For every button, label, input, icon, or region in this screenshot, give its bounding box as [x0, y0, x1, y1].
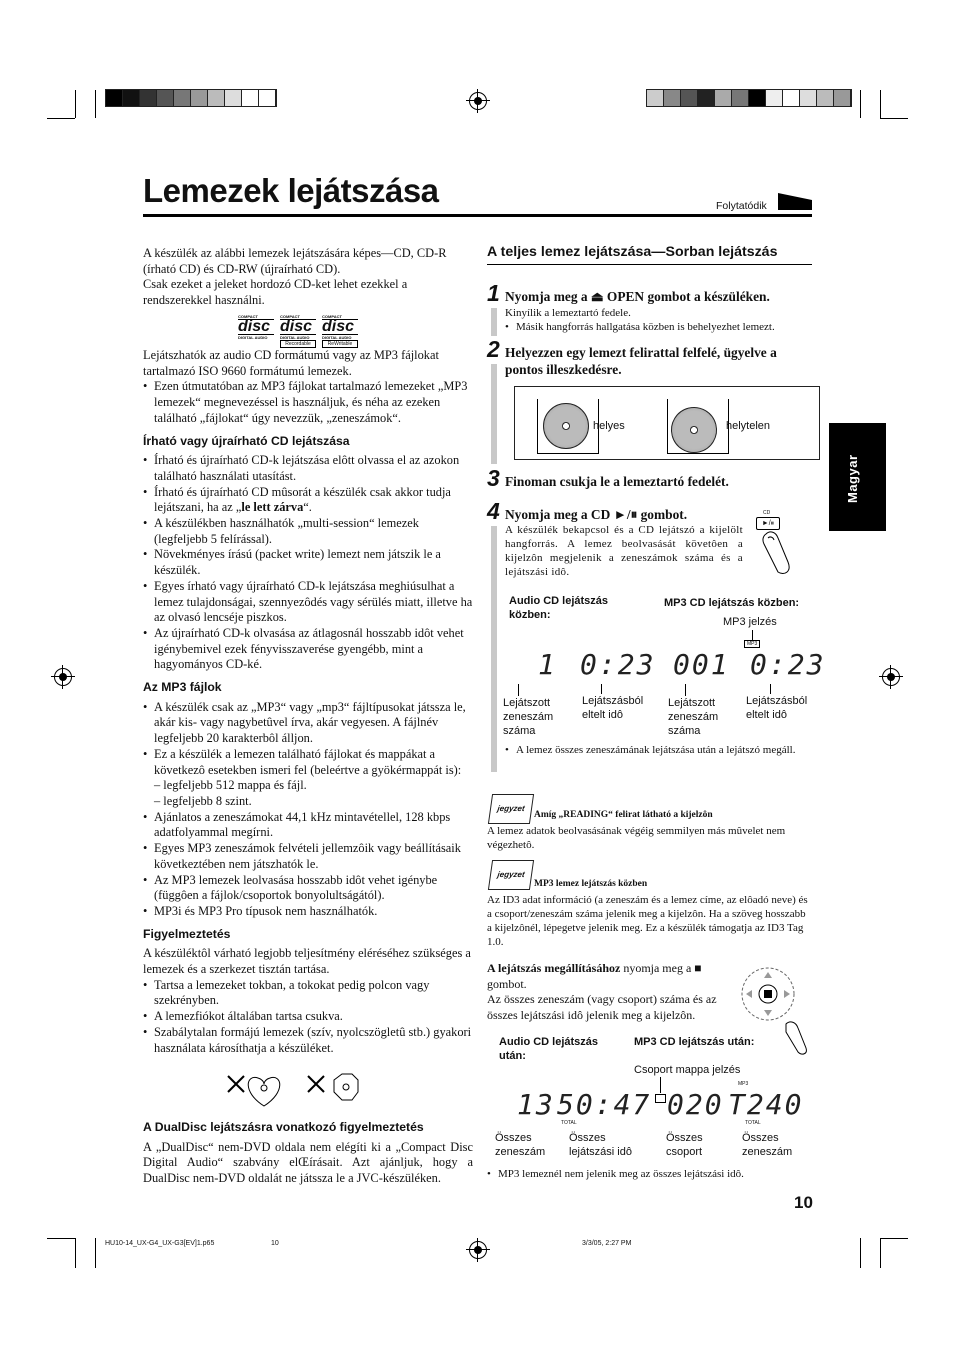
dualdisc-section [143, 1113, 473, 1187]
caption-track-number: Lejátszott zeneszám száma [503, 697, 554, 737]
footer-page: 10 [271, 1240, 279, 1247]
cd-play-pause-button: ►/⏸ [756, 517, 780, 530]
list-item: • Írható és újraírható CD-k lejátszása elôtt olvassa el az azokon található használati utasítást. [143, 453, 473, 484]
step-bar [491, 364, 497, 464]
heart-disc-icon [248, 1077, 280, 1106]
list-item: • Az újraírható CD-k olvasása az átlagosnál hosszabb idôt vehet igénybemivel ezek fényvisszaverése gyengébb, mint a hagyományos CD-ké. [143, 626, 473, 673]
crop-mark [860, 1238, 861, 1268]
list-item: • MP3i és MP3 Pro típusok nem használhatók. [143, 904, 473, 920]
language-tab [829, 423, 886, 531]
step-number: 2 [487, 336, 500, 362]
caption-track-number: Lejátszott zeneszám száma [668, 697, 719, 737]
list-item: • Tartsa a lemezeket tokban, a tokokat pedig polcon vagy szekrényben. [143, 978, 473, 1009]
lcd-mp3-track: 001 [673, 648, 730, 681]
continued-label: Folytatódik [716, 200, 767, 212]
footer-file: HU10-14_UX-G4_UX-G3[EV]1.p65 [105, 1240, 215, 1247]
registration-bar-left [105, 89, 277, 107]
caption-total-groups: Összes csoport [666, 1132, 703, 1158]
total-indicator: TOTAL [561, 1120, 577, 1126]
lcd-total-tracks: 13 [517, 1088, 555, 1121]
cd-logo-icon: COMPACT disc DIGITAL AUDIO [238, 314, 274, 340]
step-4-text: A készülék bekapcsol és a CD lejátszó a kijelölt hangforrás. A lemez beolvasását követôen a kijelzôn megjelenik a zeneszámok száma és a lejátszási idô. [505, 524, 743, 578]
crop-mark [75, 90, 76, 118]
leader-line [518, 684, 519, 696]
crop-mark [860, 90, 861, 118]
lcd-total-groups: 020 [667, 1088, 724, 1121]
lcd-total-time: 50:47 [557, 1088, 652, 1121]
note-1-text: A lemez adatok beolvasásának végéig semmilyen más mûvelet nem végezhetô. [487, 825, 786, 851]
dualdisc-text: A „DualDisc“ nem-DVD oldala nem elégíti ki a „Compact Disc Digital Audio“ szabvány elŒírásait. Azt ajánljuk, hogy a DualDisc nem-DVD oldalát ne játssza le a JVC-készüléken. [143, 1139, 473, 1186]
continued-arrow-icon [778, 193, 812, 210]
formats-text: Lejátszhatók az audio CD formátumú vagy az MP3 fájlokat tartalmazó ISO 9660 formátumú lemezek. [143, 348, 439, 378]
step-2-title: Helyezzen egy lemezt felirattal felfelé, ügyelve a pontos illeszkedésre. [505, 345, 777, 377]
label-correct: helyes [593, 420, 625, 432]
step-number: 3 [487, 465, 500, 491]
list-item: • Ez a készülék a lemezen található fájlokat és mappákat a következô esetekben ismeri fel (beleértve a gyökérmappát is): – legfeljebb 512 mappa és fájl. – legfeljebb 8 szint. [143, 747, 473, 810]
crop-mark [880, 118, 908, 119]
note-icon: jegyzet [488, 860, 534, 890]
leader-line [770, 684, 771, 694]
step-number: 1 [487, 280, 500, 306]
cross-icon [308, 1076, 324, 1092]
note-1-title: Amíg „READING“ felirat látható a kijelzôn [534, 810, 713, 820]
crop-mark [75, 1238, 76, 1268]
caption-total-tracks: Összes zeneszám [495, 1132, 546, 1158]
mp3-indicator-label: MP3 jelzés [723, 616, 777, 628]
crop-mark [880, 90, 881, 118]
list-item: • Írható és újraírható CD mûsorát a készülék csak akkor tudja lejátszani, ha az „le lett zárva“. [143, 485, 473, 516]
page-title: Lemezek lejátszása [143, 172, 439, 209]
note-2-text: Az ID3 adat információ (a zeneszám és a lemez címe, az elôadó neve) és a csoport/zeneszám száma jelenik meg a kijelzôn. Ha a szöveg hosszabb a kijelzônél, lépegetve jelenik meg. Ez a készülék támogatja az ID3 Tag 1.0. [487, 894, 808, 948]
disc-placement-diagram [514, 386, 820, 460]
stop-text: A lejátszás megállításához nyomja meg a ■ gombot. Az összes zeneszám (vagy csoport) száma és az összes lejátszási idô jelenik meg a kijelzôn. [487, 961, 717, 1023]
finger-press-icon [758, 528, 804, 578]
mp3-indicator: MP3 [738, 1081, 749, 1087]
dualdisc-heading: A DualDisc lejátszásra vonatkozó figyelmeztetés [143, 1120, 424, 1134]
step-bar [491, 526, 497, 772]
list-item: • A készülékben használhatók „multi-session“ lemezek (legfeljebb 5 felírással). [143, 516, 473, 547]
audio-after-label: Audio CD lejátszás után: [499, 1036, 599, 1062]
section-heading: A teljes lemez lejátszása—Sorban lejátszás [487, 244, 778, 260]
left-column [143, 246, 471, 309]
cd-r-logo-icon: COMPACT disc DIGITAL AUDIO Recordable [280, 314, 316, 348]
left-column-body [143, 348, 473, 1056]
total-indicator: TOTAL [745, 1120, 761, 1126]
audio-playing-label: Audio CD lejátszás közben: [509, 595, 609, 621]
caution-heading: Figyelmeztetés [143, 926, 231, 941]
page-number: 10 [794, 1193, 813, 1212]
list-item: • Az MP3 lemezek leolvasása hosszabb idôt vehet igénybe (függôen a fájlok/csoportok bonyolultságától). [143, 873, 473, 904]
label-incorrect: helytelen [726, 420, 771, 432]
crop-mark [880, 1238, 908, 1239]
leader-line [660, 1077, 661, 1093]
caption-elapsed-time: Lejátszásból eltelt idô [746, 695, 808, 721]
title-rule [143, 214, 812, 217]
leader-line [601, 684, 602, 694]
group-indicator-label: Csoport mappa jelzés [634, 1064, 741, 1076]
step-1-notes: Kinyílik a lemeztartó fedele. • Másik hangforrás hallgatása közben is behelyezhet lemezt. [505, 306, 815, 334]
list-item: • Ezen útmutatóban az MP3 fájlokat tartalmazó lemezeket „MP3 lemezek“ megnevezéssel is használjuk, és néha az ezeken található „fájlokat“ úgy nevezzük, „zeneszámok“. [143, 379, 473, 426]
list-item: • Ajánlatos a zeneszámokat 44,1 kHz mintavétellel, 128 kbps adatfolyammal megírni. [143, 810, 473, 841]
registration-mark-icon [469, 92, 487, 110]
registration-mark-icon [54, 668, 72, 686]
crop-mark [47, 1238, 75, 1239]
irregular-disc-icons [222, 1070, 362, 1110]
display-2-note [487, 1167, 812, 1181]
crop-mark [95, 1238, 96, 1268]
list-item: • Növekményes írású (packet write) lemezt nem játszik le a készülék. [143, 547, 473, 578]
lcd-audio-time: 0:23 [580, 648, 656, 681]
heading-rule [487, 264, 812, 265]
mp3-after-label: MP3 CD lejátszás után: [634, 1036, 755, 1048]
octagon-disc-icon [334, 1074, 358, 1100]
folder-icon [655, 1094, 666, 1103]
list-item: • Szabálytalan formájú lemezek (szív, nyolcszögletû stb.) gyakori használata károsíthatja a készüléket. [143, 1025, 473, 1056]
list-item: • MP3 lemeznél nem jelenik meg az összes lejátszási idô. [487, 1167, 812, 1181]
cd-logos [238, 314, 358, 347]
lcd-mp3-total-tracks: T240 [728, 1088, 804, 1121]
recordable-heading: Írható vagy újraírható CD lejátszása [143, 433, 350, 448]
note-2-title: MP3 lemez lejátszás közben [534, 879, 648, 889]
eject-icon: ⏏ [590, 289, 604, 304]
step-number: 4 [487, 498, 500, 524]
language-tab-label: Magyar [845, 454, 860, 503]
lcd-mp3-time: 0:23 [750, 648, 826, 681]
correct-disc-icon [543, 403, 589, 449]
caution-text: A készüléktôl várható legjobb teljesítmény eléréséhez szükséges a lemezek és a szerkezet tisztán tartása. [143, 946, 471, 977]
crop-mark [95, 90, 96, 118]
list-item: • A lemezfiókot általában tartsa csukva. [143, 1009, 473, 1025]
registration-bar-right [646, 89, 852, 107]
note-icon: jegyzet [488, 794, 534, 824]
leader-line [752, 630, 753, 640]
list-item: • A készülék csak az „MP3“ vagy „mp3“ fájltípusokat játssza le, akár kis- vagy nagybetûvel írva, akár vegyesen. A fájlnév legfeljebb 20 karakterbôl álljon. [143, 700, 473, 747]
footer-date: 3/3/05, 2:27 PM [582, 1240, 632, 1247]
cross-icon [228, 1076, 244, 1092]
cd-rw-logo-icon: COMPACT disc DIGITAL AUDIO ReWritable [322, 314, 358, 348]
caption-total-time: Összes lejátszási idô [569, 1132, 632, 1158]
mp3-playing-label: MP3 CD lejátszás közben: [664, 597, 800, 609]
step-3-title: Finoman csukja le a lemeztartó fedelét. [505, 474, 729, 489]
step-1-title: Nyomja meg a ⏏ OPEN gombot a készüléken. [505, 289, 770, 304]
crop-mark [880, 1238, 881, 1268]
intro-text-1: A készülék az alábbi lemezek lejátszására képes—CD, CD-R (írható CD) és CD-RW (újraírható CD). [143, 246, 447, 276]
crop-mark [47, 118, 75, 119]
list-item: • A lemez összes zeneszámának lejátszása után a lejátszó megáll. [505, 743, 815, 757]
mp3-indicator: MP3 [744, 640, 760, 648]
cd-button-label: CD [763, 510, 771, 516]
intro-text-2: Csak ezeket a jeleket hordozó CD-ket lehet ezekkel a rendszerekkel használni. [143, 277, 408, 308]
caption-total-tracks: Összes zeneszám [742, 1132, 793, 1158]
display-1-note [505, 743, 815, 757]
lcd-audio-track: 1 [538, 648, 557, 681]
registration-mark-icon [882, 668, 900, 686]
list-item: • Egyes MP3 zeneszámok felvételi jellemzôik vagy beállításaik következtében nem játszhatók le. [143, 841, 473, 872]
step-4-title: Nyomja meg a CD ►/⏸ gombot. [505, 507, 688, 522]
registration-mark-icon [469, 1241, 487, 1259]
step-bar [491, 308, 497, 336]
mp3-heading: Az MP3 fájlok [143, 680, 222, 695]
leader-line [685, 684, 686, 696]
list-item: • Másik hangforrás hallgatása közben is behelyezhet lemezt. [505, 320, 815, 334]
caption-elapsed-time: Lejátszásból eltelt idô [582, 695, 644, 721]
list-item: • Egyes írható vagy újraírható CD-k lejátszása meghiúsulhat a lemez tulajdonságai, szennyezôdés vagy sérülés miatt, illetve ha az olvasó lencséje piszkos. [143, 579, 473, 626]
